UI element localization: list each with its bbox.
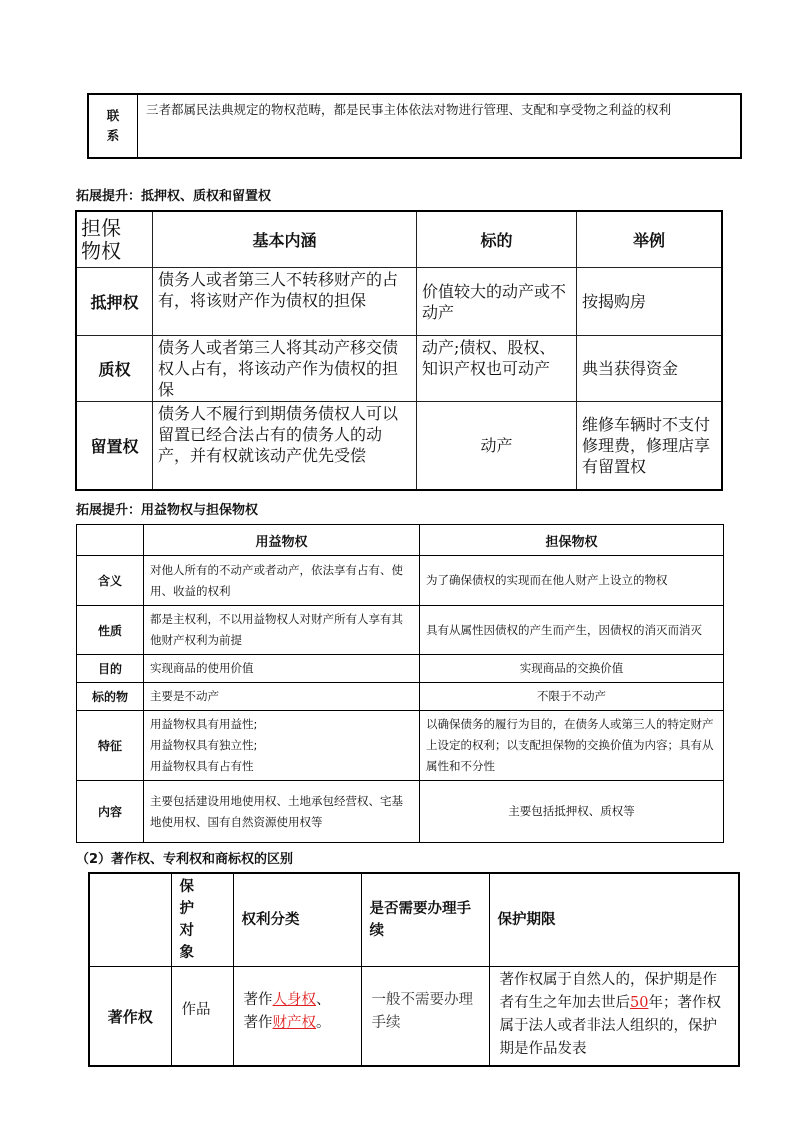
row-feature-usufruct: 用益物权具有用益性; 用益物权具有独立性; 用益物权具有占有性 <box>144 711 420 781</box>
cat-property-right: 财产权 <box>272 1015 316 1031</box>
header-period: 保护期限 <box>489 873 739 967</box>
row-label-subject: 标的物 <box>77 683 144 711</box>
relation-table <box>87 93 742 159</box>
relation-label-text: 联系 <box>106 108 120 143</box>
relation-text: 三者都属民法典规定的物权范畴，都是民事主体依法对物进行管理、支配和享受物之利益的权利 <box>138 94 742 158</box>
row-subject-usufruct: 主要是不动产 <box>144 683 420 711</box>
header-right-type: 权利分类 <box>233 873 361 967</box>
row-pledge-meaning: 债务人或者第三人将其动产移交债权人占有，将该动产作为债权的担保 <box>153 336 417 402</box>
cat-prefix-2: 著作 <box>243 1015 273 1031</box>
cat-personal-right: 人身权 <box>272 992 316 1008</box>
row-mortgage-name: 抵押权 <box>76 268 153 336</box>
relation-label <box>88 94 138 158</box>
header-protected-object <box>171 873 233 967</box>
security-rights-table <box>75 210 723 491</box>
row-label-nature: 性质 <box>77 606 144 655</box>
period-years: 50 <box>630 995 649 1011</box>
row-copyright-categories <box>233 967 361 1067</box>
row-mortgage-example: 按揭购房 <box>577 268 723 336</box>
row-pledge-object: 动产;债权、股权、知识产权也可动产 <box>417 336 577 402</box>
row-purpose-security: 实现商品的交换价值 <box>420 655 724 683</box>
cat-separator: 、 <box>316 992 331 1008</box>
usufruct-vs-security-table <box>76 524 724 843</box>
row-content-security: 主要包括抵押权、质权等 <box>420 781 724 843</box>
header-usufruct: 用益物权 <box>144 525 420 556</box>
row-mortgage-meaning: 债务人或者第三人不转移财产的占有，将该财产作为债权的担保 <box>153 268 417 336</box>
row-purpose-usufruct: 实现商品的使用价值 <box>144 655 420 683</box>
row-feature-security: 以确保债务的履行为目的，在债务人或第三人的特定财产上设定的权利；以支配担保物的交换价值为内容；具有从属性和不分性 <box>420 711 724 781</box>
ip-rights-table <box>88 872 740 1067</box>
row-content-usufruct: 主要包括建设用地使用权、土地承包经营权、宅基地使用权、国有自然资源使用权等 <box>144 781 420 843</box>
row-subject-security: 不限于不动产 <box>420 683 724 711</box>
heading-ip-rights: （2）著作权、专利权和商标权的区别 <box>76 852 294 867</box>
row-label-content: 内容 <box>77 781 144 843</box>
row-meaning-usufruct: 对他人所有的不动产或者动产，依法享有占有、使用、收益的权利 <box>144 556 420 606</box>
header-procedure: 是否需要办理手续 <box>361 873 489 967</box>
row-lien-name: 留置权 <box>76 402 153 490</box>
row-mortgage-object: 价值较大的动产或不动产 <box>417 268 577 336</box>
row-lien-object: 动产 <box>417 402 577 490</box>
header-example: 举例 <box>577 211 723 268</box>
row-label-meaning: 含义 <box>77 556 144 606</box>
cat-end: 。 <box>316 1015 331 1031</box>
row-nature-security: 具有从属性因债权的产生而产生，因债权的消灭而消灭 <box>420 606 724 655</box>
row-copyright-object: 作品 <box>171 967 233 1067</box>
row-lien-meaning: 债务人不履行到期债务债权人可以留置已经合法占有的债务人的动产，并有权就该动产优先受偿 <box>153 402 417 490</box>
row-label-purpose: 目的 <box>77 655 144 683</box>
header-object: 标的 <box>417 211 577 268</box>
header-security-right <box>76 211 153 268</box>
header-empty <box>77 525 144 556</box>
cat-prefix-1: 著作 <box>243 992 273 1008</box>
header-security: 担保物权 <box>420 525 724 556</box>
row-copyright-procedure: 一般不需要办理手续 <box>361 967 489 1067</box>
row-pledge-name: 质权 <box>76 336 153 402</box>
row-pledge-example: 典当获得资金 <box>577 336 723 402</box>
row-meaning-security: 为了确保债权的实现而在他人财产上设立的物权 <box>420 556 724 606</box>
heading-security-rights: 拓展提升：抵押权、质权和留置权 <box>76 189 272 204</box>
header-protected-object-text: 保护对象 <box>179 879 196 961</box>
header-meaning: 基本内涵 <box>153 211 417 268</box>
header-security-right-text: 担保物权 <box>81 215 121 263</box>
header-blank <box>89 873 171 967</box>
row-copyright-name: 著作权 <box>89 967 171 1067</box>
heading-usufruct-vs-security: 拓展提升：用益物权与担保物权 <box>76 503 259 518</box>
row-nature-usufruct: 都是主权利，不以用益物权人对财产所有人享有其他财产权利为前提 <box>144 606 420 655</box>
row-lien-example: 维修车辆时不支付修理费，修理店享有留置权 <box>577 402 723 490</box>
period-text-b: 年；著作权属于法人或者非法人组织的，保护期是作品发表 <box>499 995 721 1057</box>
row-copyright-period <box>489 967 739 1067</box>
period-text-a: 著作权属于自然人的，保护期是作者有生之年加去世后 <box>499 972 717 1011</box>
row-label-feature: 特征 <box>77 711 144 781</box>
